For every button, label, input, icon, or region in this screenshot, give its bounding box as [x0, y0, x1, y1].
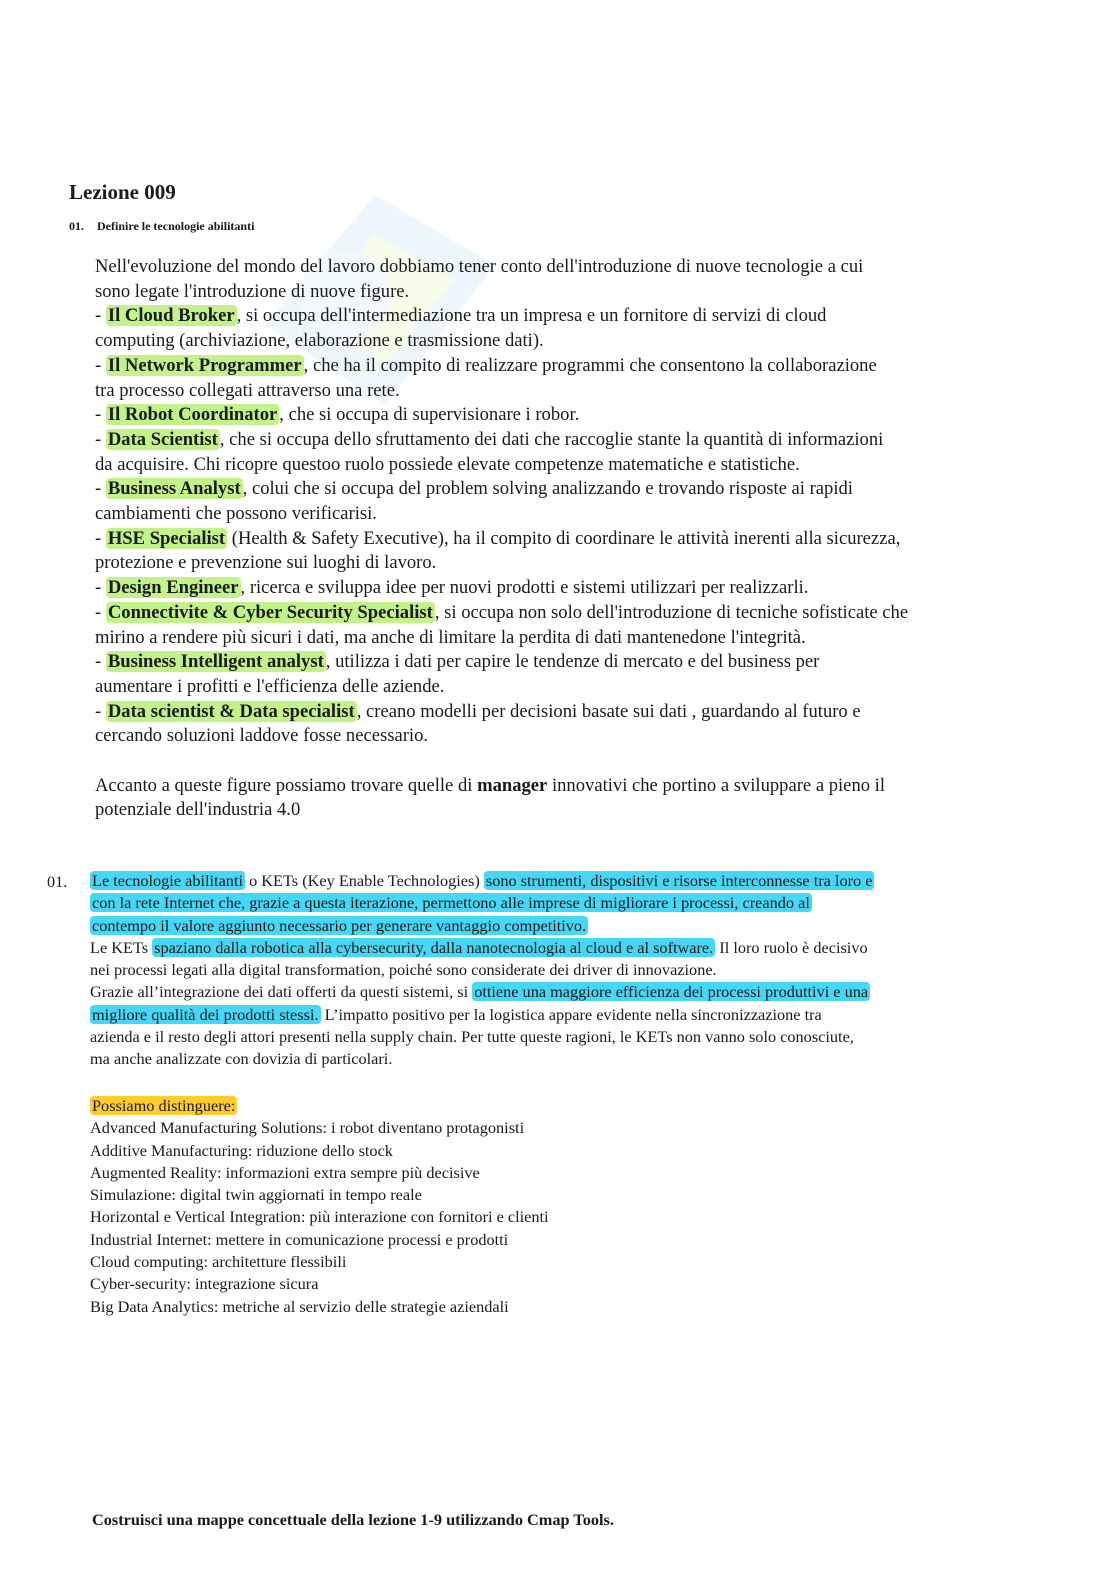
role-name: Data scientist & Data specialist	[107, 700, 355, 722]
role-description: (Health & Safety Executive), ha il compito di coordinare le attività inerenti alla sicurezza,	[227, 527, 901, 549]
role-description: , ricerca e sviluppa idee per nuovi prodotti e sistemi utilizzari per realizzarli.	[240, 577, 809, 599]
role-name: Design Engineer	[107, 577, 239, 599]
list-item: Cyber-security: integrazione sicura	[90, 1274, 319, 1294]
ket-highlight: ottiene una maggiore efficienza dei processi produttivi e una	[474, 982, 869, 1002]
role-name: Il Cloud Broker	[107, 305, 235, 327]
subtitle-number: 01.	[69, 219, 84, 233]
role-line: - HSE Specialist (Health & Safety Executive), ha il compito di coordinare le attività inerenti alla sicurezza,	[95, 527, 901, 549]
list-item: Simulazione: digital twin aggiornati in tempo reale	[90, 1185, 422, 1205]
ket-highlight: migliore qualità dei prodotti stessi.	[92, 1004, 319, 1024]
ket-highlight: con la rete Internet che, grazie a questa iterazione, permettono alle imprese di migliorare i processi, creando al	[92, 893, 810, 913]
role-line: - Design Engineer , ricerca e sviluppa idee per nuovi prodotti e sistemi utilizzari per realizzarli.	[95, 577, 809, 599]
role-continuation: aumentare i profitti e l'efficienza delle aziende.	[95, 675, 445, 697]
ket-highlight: spaziano dalla robotica alla cybersecurity, dalla nanotecnologia al cloud e al software.	[154, 937, 714, 957]
ket-line	[90, 892, 990, 914]
role-continuation: tra processo collegati attraverso una rete.	[95, 379, 400, 401]
role-description: , si occupa dell'intermediazione tra un impresa e un fornitore di servizi di cloud	[236, 305, 827, 327]
role-description: , che si occupa dello sfruttamento dei dati che raccoglie stante la quantità di informazioni	[219, 428, 884, 450]
role-line: - Connectivite & Cyber Security Specialist , si occupa non solo dell'introduzione di tecniche sofisticate che	[95, 601, 909, 623]
list-item: Industrial Internet: mettere in comunicazione processi e prodotti	[90, 1229, 509, 1249]
role-description: , che si occupa di supervisionare i robor.	[279, 404, 580, 426]
footer-instruction: Costruisci una mappe concettuale della lezione 1-9 utilizzando Cmap Tools.	[92, 1510, 614, 1529]
managers-text: Accanto a queste figure possiamo trovare quelle di	[95, 774, 478, 796]
list-item: Cloud computing: architetture flessibili	[90, 1252, 347, 1272]
ket-line	[90, 915, 990, 937]
role-description: , che ha il compito di realizzare programmi che consentono la collaborazione	[303, 354, 877, 376]
ket-line: azienda e il resto degli attori presenti nella supply chain. Per tutte queste ragioni, le KETs non vanno solo conosciute,	[90, 1027, 854, 1047]
distinguish-heading: Possiamo distinguere:	[92, 1096, 236, 1115]
distinguish-list	[90, 1095, 990, 1318]
subtitle-text: Definire le tecnologie abilitanti	[97, 219, 255, 233]
ket-text: o KETs (Key Enable Technologies)	[245, 871, 484, 890]
list-item: Augmented Reality: informazioni extra sempre più decisive	[90, 1162, 480, 1182]
managers-text: innovativi che portino a sviluppare a pieno il	[547, 774, 886, 796]
role-line: - Il Cloud Broker , si occupa dell'intermediazione tra un impresa e un fornitore di servizi di cloud	[95, 305, 827, 327]
role-name: Business Intelligent analyst	[107, 651, 324, 673]
role-name: Data Scientist	[107, 428, 218, 450]
role-line: - Data Scientist , che si occupa dello sfruttamento dei dati che raccoglie stante la quantità di informazioni	[95, 428, 884, 450]
role-line: - Data scientist & Data specialist , creano modelli per decisioni basate sui dati , guardando al futuro e	[95, 700, 861, 722]
role-name: HSE Specialist	[107, 527, 226, 549]
section-subtitle	[69, 219, 254, 234]
intro-line: sono legate l'introduzione di nuove figure.	[95, 280, 410, 302]
role-name: Il Network Programmer	[107, 354, 302, 376]
managers-bold: manager	[477, 774, 548, 796]
ket-line	[90, 937, 990, 959]
ket-line	[90, 981, 990, 1003]
ket-line	[90, 1004, 990, 1026]
ket-line: ma anche analizzate con dovizia di particolari.	[90, 1049, 393, 1069]
role-name: Il Robot Coordinator	[107, 404, 278, 426]
ket-line: nei processi legati alla digital transformation, poiché sono considerate dei driver di innovazione.	[90, 960, 717, 980]
role-description: , si occupa non solo dell'introduzione di tecniche sofisticate che	[434, 601, 909, 623]
ket-highlight: sono strumenti, dispositivi e risorse interconnesse tra loro e	[485, 871, 873, 890]
page-title: Lezione 009	[69, 180, 176, 204]
distinguish-heading-line	[90, 1095, 990, 1117]
ket-paragraph	[90, 870, 990, 1071]
role-name: Business Analyst	[107, 478, 241, 500]
managers-line: potenziale dell'industria 4.0	[95, 799, 301, 821]
role-continuation: cambiamenti che possono verificarisi.	[95, 503, 377, 525]
list-item: Additive Manufacturing: riduzione dello stock	[90, 1140, 393, 1160]
role-description: , colui che si occupa del problem solving analizzando e trovando risposte ai rapidi	[242, 478, 853, 500]
role-description: , utilizza i dati per capire le tendenze di mercato e del business per	[325, 651, 820, 673]
ket-highlight: Le tecnologie abilitanti	[92, 871, 243, 890]
managers-line	[95, 774, 985, 799]
roles-paragraph	[95, 255, 985, 823]
role-continuation: cercando soluzioni laddove fosse necessario.	[95, 725, 429, 747]
ket-text: Il loro ruolo è decisivo	[715, 937, 868, 957]
role-continuation: mirino a rendere più sicuri i dati, ma anche di limitare la perdita di dati mantenedone l'integrità.	[95, 626, 806, 648]
ket-text: Le KETs	[90, 937, 153, 957]
ket-line	[90, 870, 990, 892]
ket-text: L’impatto positivo per la logistica appare evidente nella sincronizzazione tra	[320, 1004, 822, 1024]
role-line: - Business Intelligent analyst , utilizza i dati per capire le tendenze di mercato e del business per	[95, 651, 820, 673]
role-description: , creano modelli per decisioni basate sui dati , guardando al futuro e	[356, 700, 861, 722]
list-item: Horizontal e Vertical Integration: più interazione con fornitori e clienti	[90, 1207, 549, 1227]
intro-line: Nell'evoluzione del mondo del lavoro dobbiamo tener conto dell'introduzione di nuove tecnologie a cui	[95, 256, 864, 277]
ket-highlight: contempo il valore aggiunto necessario per generare vantaggio competitivo.	[92, 915, 587, 935]
role-line: - Il Robot Coordinator , che si occupa di supervisionare i robor.	[95, 404, 580, 426]
list-item: Advanced Manufacturing Solutions: i robot diventano protagonisti	[90, 1118, 525, 1138]
role-continuation: computing (archiviazione, elaborazione e trasmissione dati).	[95, 330, 544, 352]
ket-number: 01.	[47, 872, 68, 891]
role-line: - Il Network Programmer , che ha il compito di realizzare programmi che consentono la collaborazione	[95, 354, 877, 376]
list-item: Big Data Analytics: metriche al servizio delle strategie aziendali	[90, 1296, 509, 1316]
role-continuation: da acquisire. Chi ricopre questoo ruolo possiede elevate competenze matematiche e statistiche.	[95, 453, 800, 475]
role-continuation: protezione e prevenzione sui luoghi di lavoro.	[95, 552, 437, 574]
role-name: Connectivite & Cyber Security Specialist	[107, 601, 433, 623]
role-line: - Business Analyst , colui che si occupa del problem solving analizzando e trovando risposte ai rapidi	[95, 478, 853, 500]
ket-text: Grazie all’integrazione dei dati offerti da questi sistemi, si	[90, 982, 473, 1002]
